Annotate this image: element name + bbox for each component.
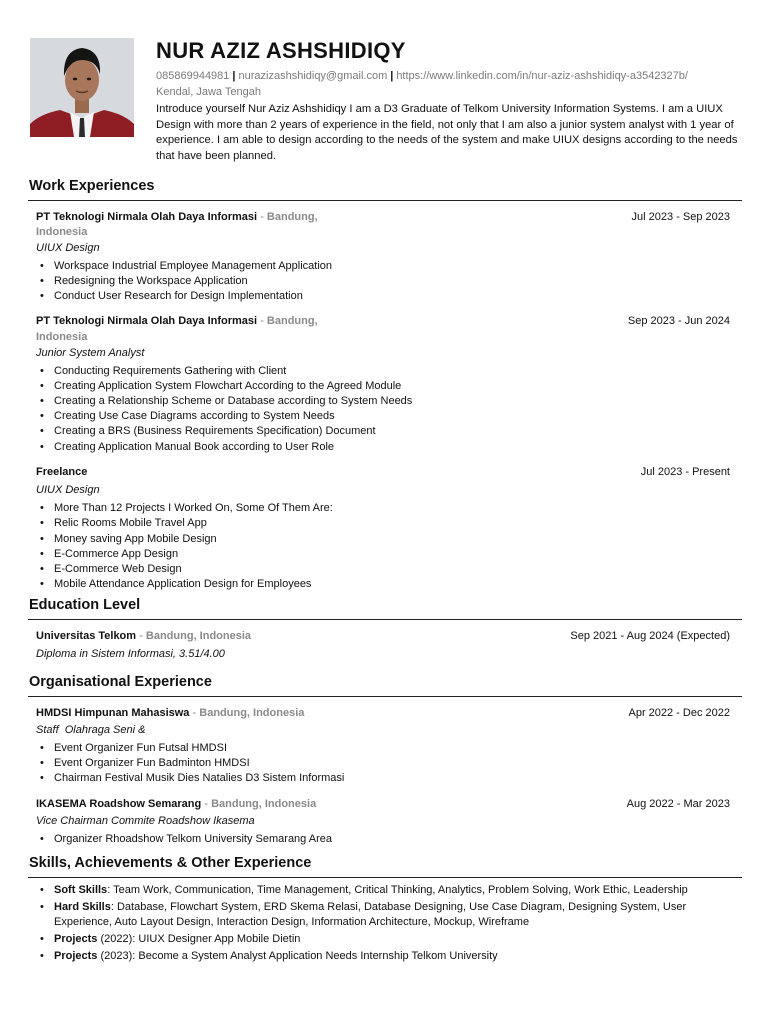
work-experience-section	[30, 177, 742, 592]
list-item: • Creating Use Case Diagrams according to System Needs	[36, 409, 742, 424]
job-role: UIUX Design	[36, 241, 100, 254]
list-item: • Event Organizer Fun Futsal HMDSI	[36, 741, 742, 756]
work-date: Sep 2023 - Jun 2024	[627, 315, 730, 328]
work-date: Jul 2023 - Sep 2023	[631, 210, 730, 223]
contact-line: 085869944981 | nurazizashshidiqy@gmail.com | https://www.linkedin.com/in/nur-aziz-ashshidiqy-a3542327b/	[156, 70, 688, 82]
list-item	[36, 883, 736, 898]
education-date: Sep 2021 - Aug 2024 (Expected)	[570, 629, 730, 642]
list-item: • Mobile Attendance Application Design for Employees	[36, 577, 742, 592]
profile-summary: Introduce yourself Nur Aziz Ashshidiqy I am a D3 Graduate of Telkom University Information Systems. I am a UIUX Design with more than 2 years of experience in the field, not only that I am also a junior system analyst with 1 year of experience. I am able to design according to the needs of the system and make UIUX designs according to the needs that have been planned.	[156, 103, 738, 162]
list-item: • Creating Application System Flowchart According to the Agreed Module	[36, 379, 742, 394]
list-item: • Creating a BRS (Business Requirements Specification) Document	[36, 424, 742, 439]
profile-photo-image	[30, 38, 134, 137]
work-bullets	[36, 501, 742, 592]
organisation-role: Vice Chairman Commite Roadshow Ikasema	[36, 815, 255, 828]
list-item: • Creating a Relationship Scheme or Database according to System Needs	[36, 394, 742, 409]
skill-text: (2023): Become a System Analyst Application Needs Internship Telkom University	[97, 950, 498, 963]
section-title-organisation: Organisational Experience	[28, 673, 742, 697]
school-name: Universitas Telkom	[36, 629, 137, 642]
school-location: Bandung, Indonesia	[145, 629, 252, 642]
list-item: • Conduct User Research for Design Implementation	[36, 289, 742, 304]
location-text: Kendal, Jawa Tengah	[156, 86, 261, 98]
organisation-entry: IKASEMA Roadshow Semarang - Bandung, Indonesia Aug 2022 - Mar 2023 Vice Chairman Commite Roadshow Ikasema • Organizer Rhoadshow Telkom University Semarang Area	[30, 797, 742, 848]
job-role: UIUX Design	[36, 484, 100, 497]
organisation-location: Bandung, Indonesia	[211, 797, 317, 810]
skill-label: Projects	[54, 933, 98, 946]
phone-number: 085869944981	[156, 70, 230, 82]
education-section	[30, 596, 742, 662]
company-location: Bandung,	[266, 210, 318, 223]
list-item: • E-Commerce Web Design	[36, 562, 742, 577]
work-entry	[30, 465, 742, 593]
organisation-date: Aug 2022 - Mar 2023	[626, 797, 730, 810]
skill-label: Projects	[54, 950, 98, 963]
company-location-country: Indonesia	[36, 330, 88, 343]
skill-text: : Database, Flowchart System, ERD Skema Relasi, Database Designing, Use Case Diagram, Designing System, User Experience, Auto Layout Design, Interaction Design, Information Architecture, Mockup, Wireframe	[54, 900, 687, 928]
organisation-bullets	[36, 832, 742, 847]
list-item: • More Than 12 Projects I Worked On, Some Of Them Are:	[36, 501, 742, 516]
skill-text: (2022): UIUX Designer App Mobile Dietin	[97, 933, 301, 946]
organisation-name: HMDSI Himpunan Mahasiswa	[36, 706, 190, 719]
work-bullets	[36, 259, 742, 305]
skill-label: Hard Skills	[54, 900, 111, 913]
list-item: • Redesigning the Workspace Application	[36, 274, 742, 289]
organisation-location: Bandung, Indonesia	[199, 706, 305, 719]
job-role: Junior System Analyst	[36, 346, 145, 359]
skill-text: : Team Work, Communication, Time Management, Critical Thinking, Analytics, Problem Solving, Work Ethic, Leadership	[107, 883, 688, 896]
organisation-name: IKASEMA Roadshow Semarang	[36, 797, 202, 810]
work-date: Jul 2023 - Present	[640, 465, 730, 478]
skills-list	[30, 883, 736, 965]
list-item: • Workspace Industrial Employee Management Application	[36, 259, 742, 274]
skill-label: Soft Skills	[54, 883, 108, 896]
list-item	[36, 932, 736, 947]
profile-photo	[30, 38, 134, 137]
list-item: • Event Organizer Fun Badminton HMDSI	[36, 756, 742, 771]
work-bullets	[36, 364, 742, 455]
section-title-work: Work Experiences	[28, 177, 742, 201]
company-location-country: Indonesia	[36, 226, 88, 239]
organisation-role: Staff Olahraga Seni &	[36, 724, 146, 737]
organisation-date: Apr 2022 - Dec 2022	[628, 706, 730, 719]
list-item: • Money saving App Mobile Design	[36, 532, 742, 547]
list-item: • Organizer Rhoadshow Telkom University Semarang Area	[36, 832, 742, 847]
list-item: • Creating Application Manual Book according to User Role	[36, 440, 742, 455]
candidate-name: NUR AZIZ ASHSHIDIQY	[156, 38, 406, 63]
company-name: Freelance	[36, 465, 88, 478]
list-item	[36, 949, 736, 964]
list-item: • Relic Rooms Mobile Travel App	[36, 516, 742, 531]
section-title-education: Education Level	[28, 596, 742, 620]
list-item: • Chairman Festival Musik Dies Natalies D3 Sistem Informasi	[36, 771, 742, 786]
company-name: PT Teknologi Nirmala Olah Daya Informasi	[36, 315, 258, 328]
organisation-bullets	[36, 741, 742, 787]
email-link[interactable]: nurazizashshidiqy@gmail.com	[238, 70, 388, 82]
company-location: Bandung,	[266, 315, 318, 328]
organisational-section	[30, 673, 742, 847]
list-item: • E-Commerce App Design	[36, 547, 742, 562]
list-item: • Conducting Requirements Gathering with Client	[36, 364, 742, 379]
organisation-entry: HMDSI Himpunan Mahasiswa - Bandung, Indonesia Apr 2022 - Dec 2022 Staff Olahraga Seni & • Event Organizer Fun Futsal HMDSI • Event Organizer Fun Badminton HMDSI • Chairman Festival Musik Dies Natalies D3 Sistem Informasi	[30, 706, 742, 787]
company-name: PT Teknologi Nirmala Olah Daya Informasi	[36, 210, 258, 223]
education-entry: Universitas Telkom - Bandung, Indonesia Sep 2021 - Aug 2024 (Expected) Diploma in Sistem Informasi, 3.51/4.00	[30, 629, 742, 662]
work-entry: PT Teknologi Nirmala Olah Daya Informasi - Bandung, Sep 2023 - Jun 2024 Indonesia Junior System Analyst • Conducting Requirements Gathering with Client • Creating Application System Flowchart According to the Agreed Module • Creating a Relationship Scheme or Database according to System Needs • Creating Use Case Diagrams according to System Needs • Creating a BRS (Business Requirements Specification) Document • Creating Application Manual Book according to User Role	[30, 314, 742, 454]
resume-header	[30, 38, 740, 163]
skills-section	[30, 854, 742, 967]
section-title-skills: Skills, Achievements & Other Experience	[28, 854, 742, 878]
degree-text: Diploma in Sistem Informasi, 3.51/4.00	[36, 648, 225, 661]
linkedin-link[interactable]: https://www.linkedin.com/in/nur-aziz-ashshidiqy-a3542327b/	[396, 70, 688, 82]
list-item	[36, 900, 736, 930]
work-entry: PT Teknologi Nirmala Olah Daya Informasi - Bandung, Jul 2023 - Sep 2023 Indonesia UIUX Design • Workspace Industrial Employee Management Application • Redesigning the Workspace Application • Conduct User Research for Design Implementation	[30, 210, 742, 305]
